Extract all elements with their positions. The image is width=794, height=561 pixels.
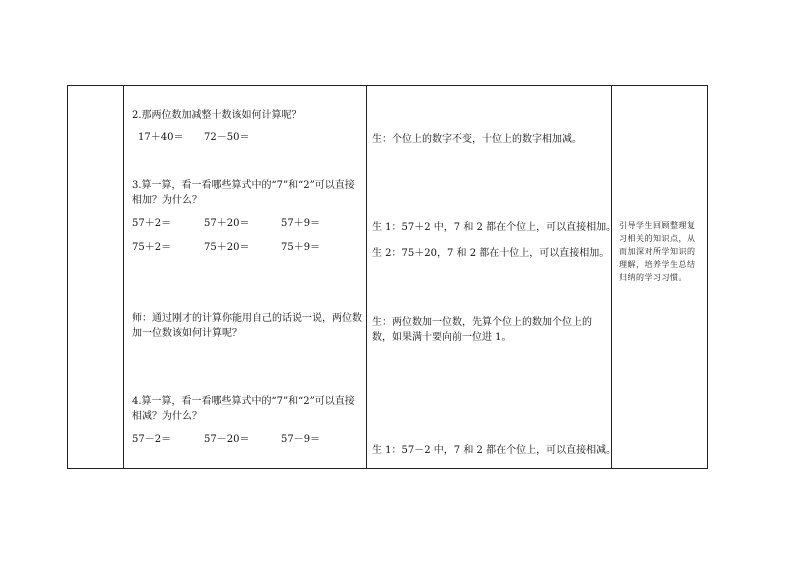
- design-intent-note: 引导学生回顾整理复习相关的知识点，从而加深对所学知识的理解，培养学生总结归纳的学习习惯。: [619, 221, 696, 282]
- lesson-plan-table: [67, 85, 708, 469]
- expression-75-plus-2: 75＋2＝: [132, 242, 172, 253]
- expression-57-minus-2: 57－2＝: [132, 434, 172, 445]
- question-3-title: 3.算一算，看一看哪些算式中的“7”和“2”可以直接相加？为什么？: [132, 180, 355, 206]
- expression-57-minus-9: 57－9＝: [281, 434, 321, 445]
- table-row: [68, 86, 708, 469]
- student-answer-3: 生 2：75＋20，7 和 2 都在十位上，可以直接相加。: [372, 248, 610, 259]
- student-answer-4: 生：两位数加一位数，先算个位上的数加个位上的数，如果满十要向前一位进 1。: [372, 317, 592, 343]
- question-2-title: 2.那两位数加减整十数该如何计算呢？: [132, 110, 302, 121]
- expression-57-plus-20: 57＋20＝: [204, 218, 250, 229]
- student-answer-1: 生：个位上的数字不变，十位上的数字相加减。: [372, 134, 582, 145]
- design-intent-cell: [612, 86, 708, 469]
- student-answer-5: 生 1：57－2 中，7 和 2 都在个位上，可以直接相减。: [372, 445, 617, 456]
- expression-57-minus-20: 57－20＝: [204, 434, 250, 445]
- teaching-process-cell: [124, 86, 367, 469]
- expression-75-plus-20: 75＋20＝: [204, 242, 250, 253]
- expression-72-minus-50: 72－50＝: [204, 132, 250, 143]
- expression-17-plus-40: 17＋40＝: [138, 132, 184, 143]
- expression-57-plus-2: 57＋2＝: [132, 218, 172, 229]
- blank-column-cell: [68, 86, 124, 469]
- question-4-title: 4.算一算，看一看哪些算式中的“7”和“2”可以直接相减？为什么？: [132, 396, 355, 422]
- expression-75-plus-9: 75＋9＝: [281, 242, 321, 253]
- student-activity-cell: [367, 86, 617, 469]
- teacher-prompt: 师：通过刚才的计算你能用自己的话说一说，两位数加一位数该如何计算呢？: [132, 313, 362, 339]
- expression-57-plus-9: 57＋9＝: [281, 218, 321, 229]
- student-answer-2: 生 1：57＋2 中，7 和 2 都在个位上，可以直接相加。: [372, 222, 617, 233]
